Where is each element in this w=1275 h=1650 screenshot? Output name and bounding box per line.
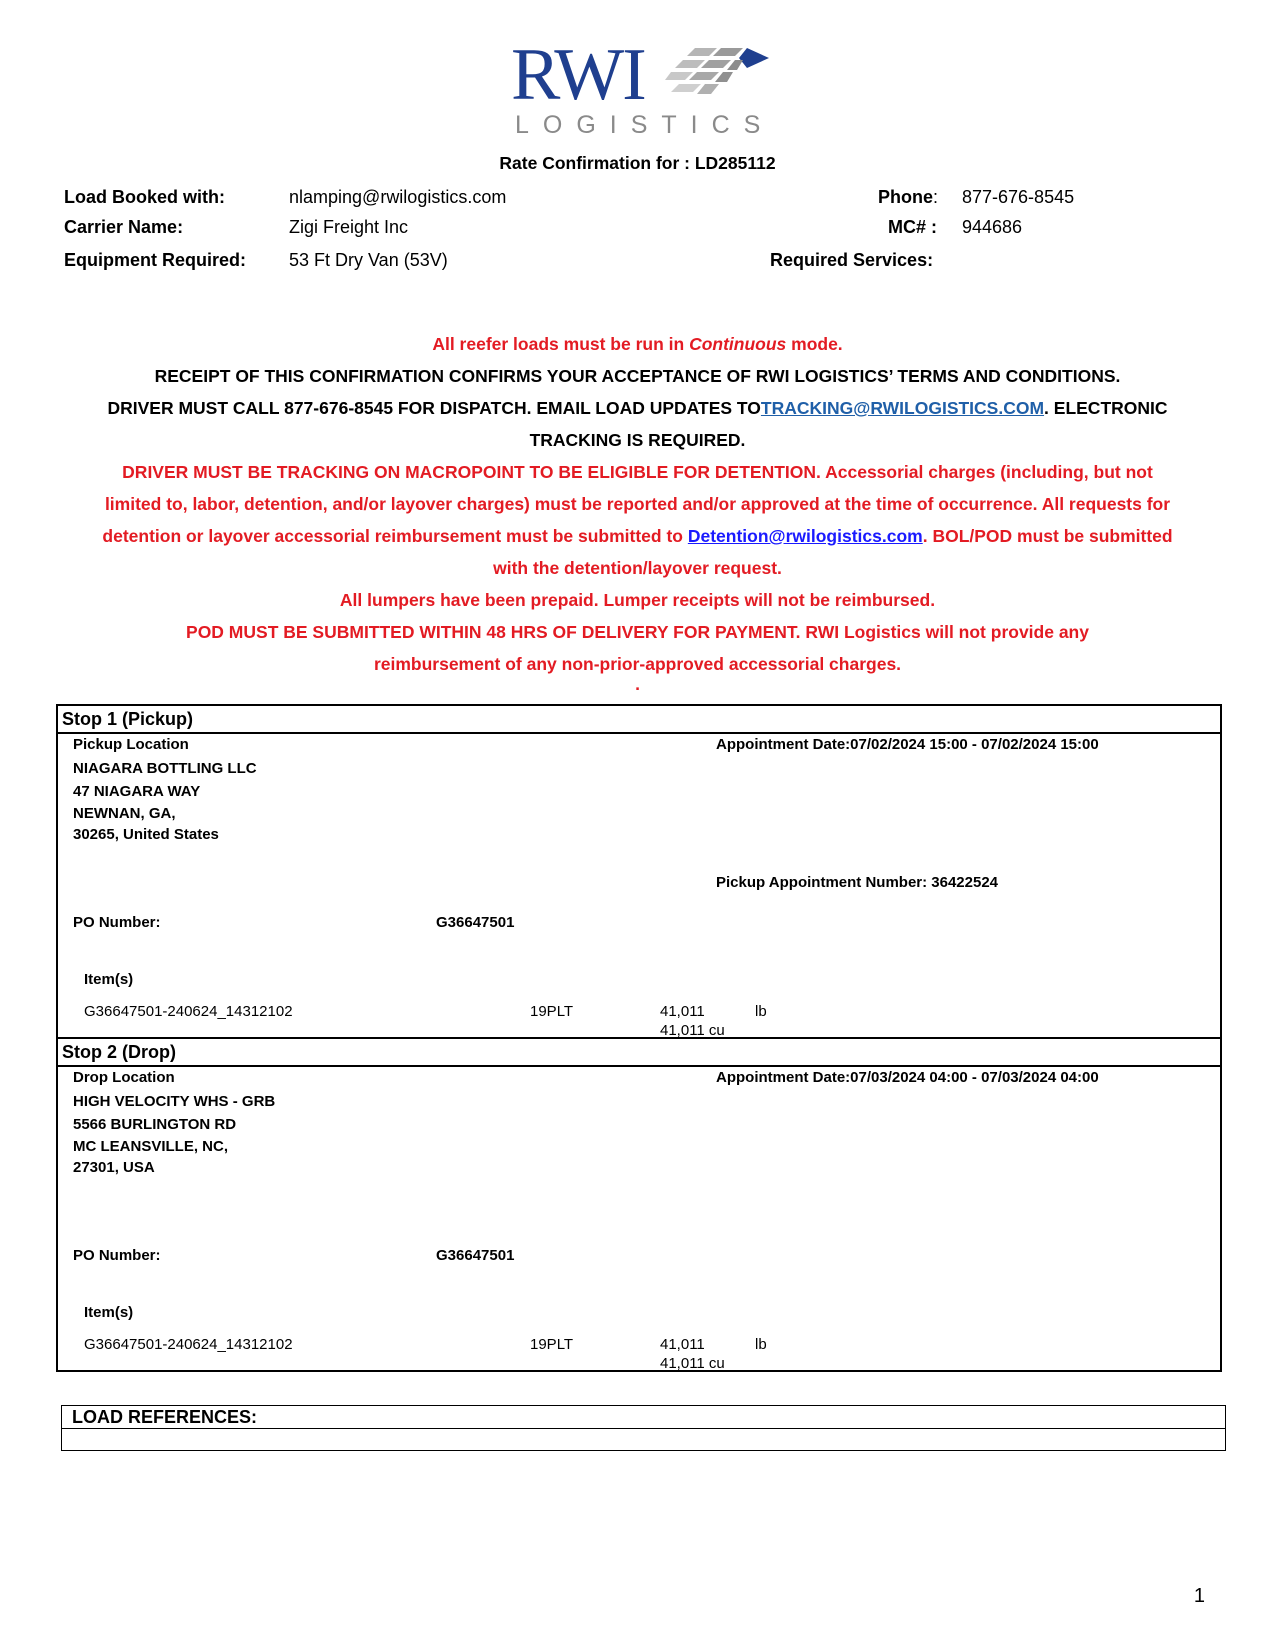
stop-1-title: Stop 1 (Pickup) xyxy=(58,706,1220,734)
stop-1-zip: 30265, United States xyxy=(73,826,219,843)
detention-notice-line3 xyxy=(55,520,1220,552)
equipment-label: Equipment Required: xyxy=(64,250,247,270)
stop-1-item-qty: 19PLT xyxy=(530,1003,574,1020)
stop-1-po-label: PO Number: xyxy=(73,914,161,931)
logo-brand-text: RWI xyxy=(511,34,645,116)
detention-notice-line1: DRIVER MUST BE TRACKING ON MACROPOINT TO BE ELIGIBLE FOR DETENTION. Accessorial charges (including, but not xyxy=(122,462,1153,482)
logo-sub-text: LOGISTICS xyxy=(515,111,775,139)
stop-1-item-volume: 41,011 cu xyxy=(660,1022,725,1039)
lumper-notice: All lumpers have been prepaid. Lumper receipts will not be reimbursed. xyxy=(339,590,936,610)
stop-1-box xyxy=(56,704,1222,1039)
stop-2-po-value: G36647501 xyxy=(436,1247,515,1264)
stop-2-city: MC LEANSVILLE, NC, xyxy=(73,1138,229,1155)
reefer-notice xyxy=(55,328,1220,360)
phone-colon: : xyxy=(933,187,939,207)
stop-2-item-volume: 41,011 cu xyxy=(660,1355,725,1372)
stop-2-title: Stop 2 (Drop) xyxy=(58,1039,1220,1067)
load-booked-label: Load Booked with: xyxy=(64,187,225,207)
phone-label-group xyxy=(878,187,938,208)
mc-value: 944686 xyxy=(962,217,1023,237)
carrier-name-value: Zigi Freight Inc xyxy=(289,217,409,237)
notice-dot: . xyxy=(635,674,640,694)
stop-1-item-weight-unit: lb xyxy=(755,1003,767,1020)
detention-notice-line2: limited to, labor, detention, and/or layover charges) must be reported and/or approved at the time of occurrence. All requests for xyxy=(104,494,1171,514)
phone-value: 877-676-8545 xyxy=(962,187,1075,207)
stop-2-location-label: Drop Location xyxy=(73,1069,175,1086)
tracking-email-link[interactable]: TRACKING@RWILOGISTICS.COM xyxy=(760,398,1045,418)
load-references-label: LOAD REFERENCES: xyxy=(62,1406,1225,1429)
detention-notice-pre: detention or layover accessorial reimbursement must be submitted to xyxy=(102,526,688,546)
stop-2-po-label: PO Number: xyxy=(73,1247,161,1264)
required-services-label: Required Services: xyxy=(770,250,934,270)
stop-1-item-weight: 41,011 xyxy=(660,1003,705,1020)
driver-notice-post: . ELECTRONIC xyxy=(1044,398,1168,418)
stop-1-street: 47 NIAGARA WAY xyxy=(73,783,201,800)
stop-2-item-weight: 41,011 xyxy=(660,1336,705,1353)
reefer-notice-pre: All reefer loads must be run in xyxy=(432,334,690,354)
stop-1-city: NEWNAN, GA, xyxy=(73,805,176,822)
mc-label: MC# : xyxy=(888,217,937,237)
phone-label: Phone xyxy=(878,187,934,207)
load-references-table xyxy=(61,1405,1226,1451)
stop-2-street: 5566 BURLINGTON RD xyxy=(73,1116,237,1133)
pod-notice-line2: reimbursement of any non-prior-approved accessorial charges. xyxy=(373,654,902,674)
stop-2-items-label: Item(s) xyxy=(84,1304,134,1321)
page-number: 1 xyxy=(1193,1585,1205,1607)
stop-1-appointment-number: Pickup Appointment Number: 36422524 xyxy=(716,874,999,891)
stop-1-item-id: G36647501-240624_14312102 xyxy=(84,1003,293,1020)
stop-2-name: HIGH VELOCITY WHS - GRB xyxy=(73,1093,276,1110)
detention-notice-line4: with the detention/layover request. xyxy=(493,558,782,578)
reefer-notice-post: mode. xyxy=(786,334,843,354)
stop-2-zip: 27301, USA xyxy=(73,1159,155,1176)
stop-2-item-id: G36647501-240624_14312102 xyxy=(84,1336,293,1353)
detention-email-link[interactable]: Detention@rwilogistics.com xyxy=(687,526,923,546)
stop-1-appointment: Appointment Date:07/02/2024 15:00 - 07/02/2024 15:00 xyxy=(716,736,1099,753)
company-logo xyxy=(505,34,775,139)
document-title: Rate Confirmation for : LD285112 xyxy=(499,153,776,173)
logo-tiles-graphic xyxy=(665,44,775,106)
stop-2-item-weight-unit: lb xyxy=(755,1336,767,1353)
stop-1-name: NIAGARA BOTTLING LLC xyxy=(73,760,257,777)
stop-1-items-label: Item(s) xyxy=(84,971,134,988)
stop-2-item-qty: 19PLT xyxy=(530,1336,574,1353)
reefer-notice-emphasis: Continuous xyxy=(689,334,787,354)
detention-notice-post: . BOL/POD must be submitted xyxy=(922,526,1173,546)
load-booked-value: nlamping@rwilogistics.com xyxy=(289,187,507,207)
pod-notice-line1: POD MUST BE SUBMITTED WITHIN 48 HRS OF DELIVERY FOR PAYMENT. RWI Logistics will not provide any xyxy=(186,622,1089,642)
stop-2-appointment: Appointment Date:07/03/2024 04:00 - 07/03/2024 04:00 xyxy=(716,1069,1099,1086)
driver-notice-line2: TRACKING IS REQUIRED. xyxy=(529,430,746,450)
driver-notice-pre: DRIVER MUST CALL 877-676-8545 FOR DISPATCH. EMAIL LOAD UPDATES TO xyxy=(107,398,761,418)
driver-notice-line1 xyxy=(55,392,1220,424)
equipment-value: 53 Ft Dry Van (53V) xyxy=(289,250,448,270)
stop-1-location-label: Pickup Location xyxy=(73,736,189,753)
stop-1-po-value: G36647501 xyxy=(436,914,515,931)
receipt-notice: RECEIPT OF THIS CONFIRMATION CONFIRMS YOUR ACCEPTANCE OF RWI LOGISTICS’ TERMS AND CONDITIONS. xyxy=(154,366,1121,386)
stop-2-box xyxy=(56,1037,1222,1372)
carrier-name-label: Carrier Name: xyxy=(64,217,184,237)
